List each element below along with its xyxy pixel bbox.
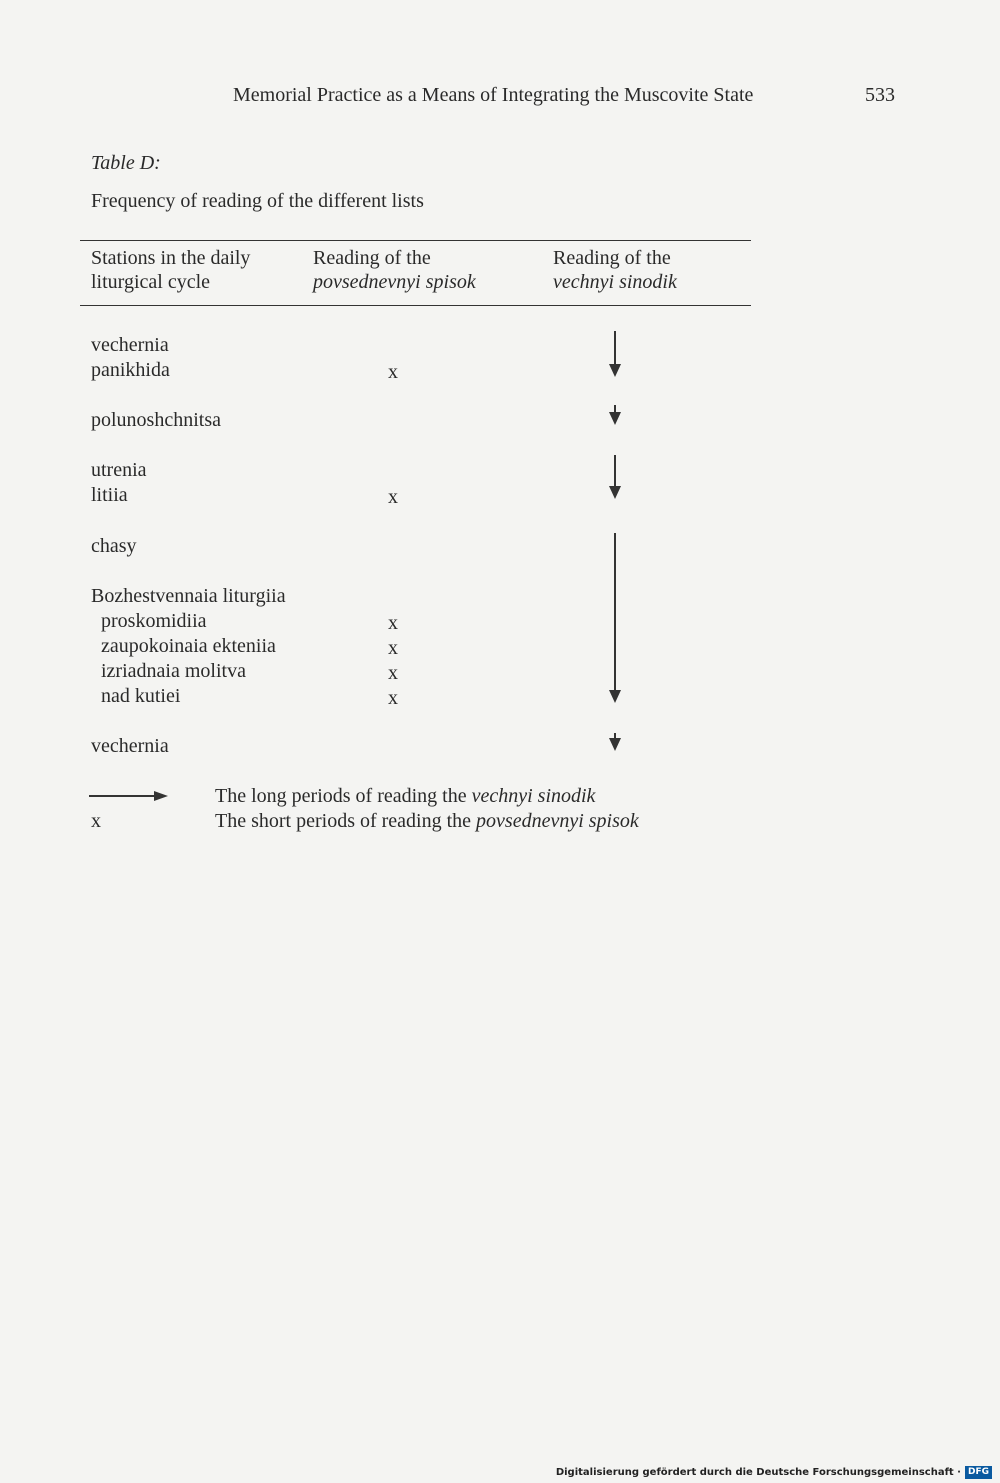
table-row-label: litiia <box>91 484 128 506</box>
table-caption: Frequency of reading of the different lists <box>91 190 424 212</box>
table-row-label: panikhida <box>91 359 170 381</box>
table-label: Table D: <box>91 152 161 174</box>
column-header-povsednevnyi: Reading of the povsednevnyi spisok <box>313 247 476 293</box>
reading-mark-x: x <box>388 637 398 659</box>
reading-mark-x: x <box>388 662 398 684</box>
table-row-label: polunoshchnitsa <box>91 409 221 431</box>
sinodik-arrows <box>600 325 630 765</box>
down-arrow-icon <box>609 331 621 377</box>
digitization-footer <box>556 1466 992 1479</box>
column-header-sinodik: Reading of the vechnyi sinodik <box>553 247 677 293</box>
footer-text: Digitalisierung gefördert durch die Deutsche Forschungsgemeinschaft · <box>555 1467 961 1478</box>
table-top-rule <box>80 240 751 241</box>
legend-x-symbol: x <box>91 810 101 832</box>
table-row-label: vechernia <box>91 735 169 757</box>
down-arrow-icon <box>609 405 621 425</box>
reading-mark-x: x <box>388 361 398 383</box>
down-arrow-icon <box>609 455 621 499</box>
right-arrow-icon <box>88 788 170 804</box>
table-row-label: izriadnaia molitva <box>101 660 246 682</box>
column-header-stations: Stations in the daily liturgical cycle <box>91 247 251 293</box>
legend-x-text: The short periods of reading the povsednevnyi spisok <box>215 810 639 832</box>
down-arrow-icon <box>609 733 621 751</box>
down-arrow-icon <box>609 533 621 703</box>
reading-mark-x: x <box>388 687 398 709</box>
legend-arrow-text: The long periods of reading the vechnyi sinodik <box>215 785 596 807</box>
table-row-label: Bozhestvennaia liturgiia <box>91 585 286 607</box>
table-row-label: chasy <box>91 535 137 557</box>
table-row-label: nad kutiei <box>101 685 181 707</box>
dfg-logo: DFG <box>965 1466 992 1479</box>
table-row-label: zaupokoinaia ekteniia <box>101 635 276 657</box>
page-number: 533 <box>865 84 895 106</box>
running-title: Memorial Practice as a Means of Integrating the Muscovite State <box>233 84 754 106</box>
table-header-rule <box>80 305 751 306</box>
table-row-label: utrenia <box>91 459 147 481</box>
table-row-label: vechernia <box>91 334 169 356</box>
reading-mark-x: x <box>388 486 398 508</box>
table-row-label: proskomidiia <box>101 610 207 632</box>
reading-mark-x: x <box>388 612 398 634</box>
